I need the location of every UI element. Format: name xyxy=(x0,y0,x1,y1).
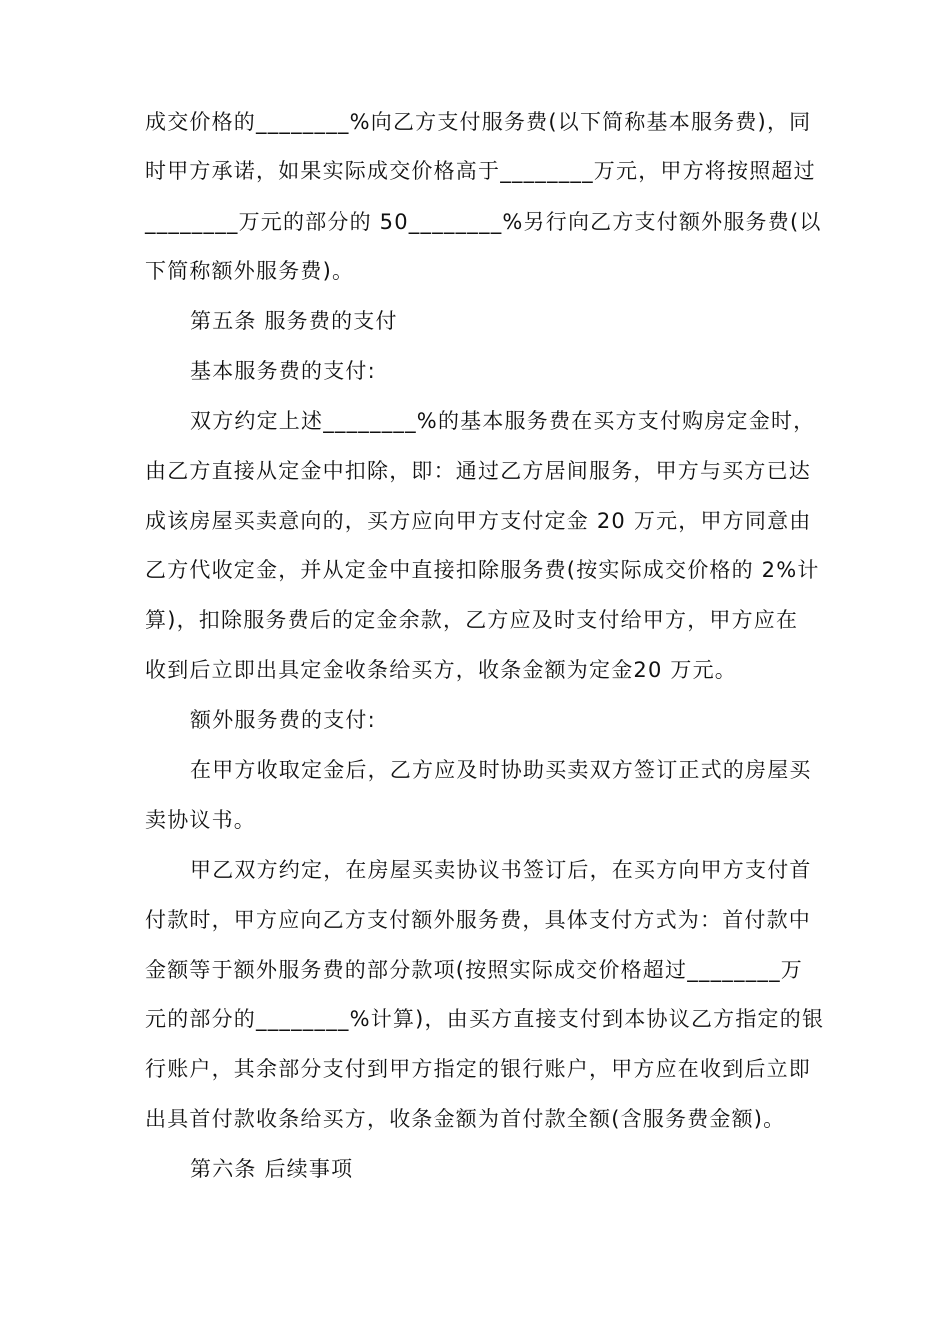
text-line: 收到后立即出具定金收条给买方，收条金额为定金20 万元。 xyxy=(145,658,737,682)
text-line: 卖协议书。 xyxy=(145,808,256,832)
text-line: 时甲方承诺，如果实际成交价格高于________万元，甲方将按照超过 xyxy=(145,159,816,183)
section-heading: 第五条 服务费的支付 xyxy=(190,309,398,333)
text-line: 乙方代收定金，并从定金中直接扣除服务费(按实际成交价格的 2%计 xyxy=(145,558,820,582)
text-line: 在甲方收取定金后，乙方应及时协助买卖双方签订正式的房屋买 xyxy=(190,758,812,782)
subsection-heading: 额外服务费的支付: xyxy=(190,708,376,732)
text-line: 成交价格的________%向乙方支付服务费(以下简称基本服务费)，同 xyxy=(145,110,812,134)
text-line: 甲乙双方约定，在房屋买卖协议书签订后，在买方向甲方支付首 xyxy=(190,858,812,882)
section-heading: 第六条 后续事项 xyxy=(190,1157,354,1181)
text-line: 金额等于额外服务费的部分款项(按照实际成交价格超过________万 xyxy=(145,958,803,982)
subsection-heading: 基本服务费的支付: xyxy=(190,359,376,383)
text-line: 双方约定上述________%的基本服务费在买方支付购房定金时， xyxy=(190,409,816,433)
text-line: 由乙方直接从定金中扣除，即：通过乙方居间服务，甲方与买方已达 xyxy=(145,459,811,483)
text-line: 成该房屋买卖意向的，买方应向甲方支付定金 20 万元，甲方同意由 xyxy=(145,509,812,533)
text-line: 出具首付款收条给买方，收条金额为首付款全额(含服务费金额)。 xyxy=(145,1107,786,1131)
text-line: 下简称额外服务费)。 xyxy=(145,259,355,283)
text-line: 付款时，甲方应向乙方支付额外服务费，具体支付方式为：首付款中 xyxy=(145,908,811,932)
text-line: 行账户，其余部分支付到甲方指定的银行账户，甲方应在收到后立即 xyxy=(145,1057,811,1081)
text-line: 算)，扣除服务费后的定金余款，乙方应及时支付给甲方，甲方应在 xyxy=(145,608,799,632)
text-line: 元的部分的________%计算)，由买方直接支付到本协议乙方指定的银 xyxy=(145,1007,825,1031)
text-line: ________万元的部分的 50________%另行向乙方支付额外服务费(以 xyxy=(145,210,822,234)
